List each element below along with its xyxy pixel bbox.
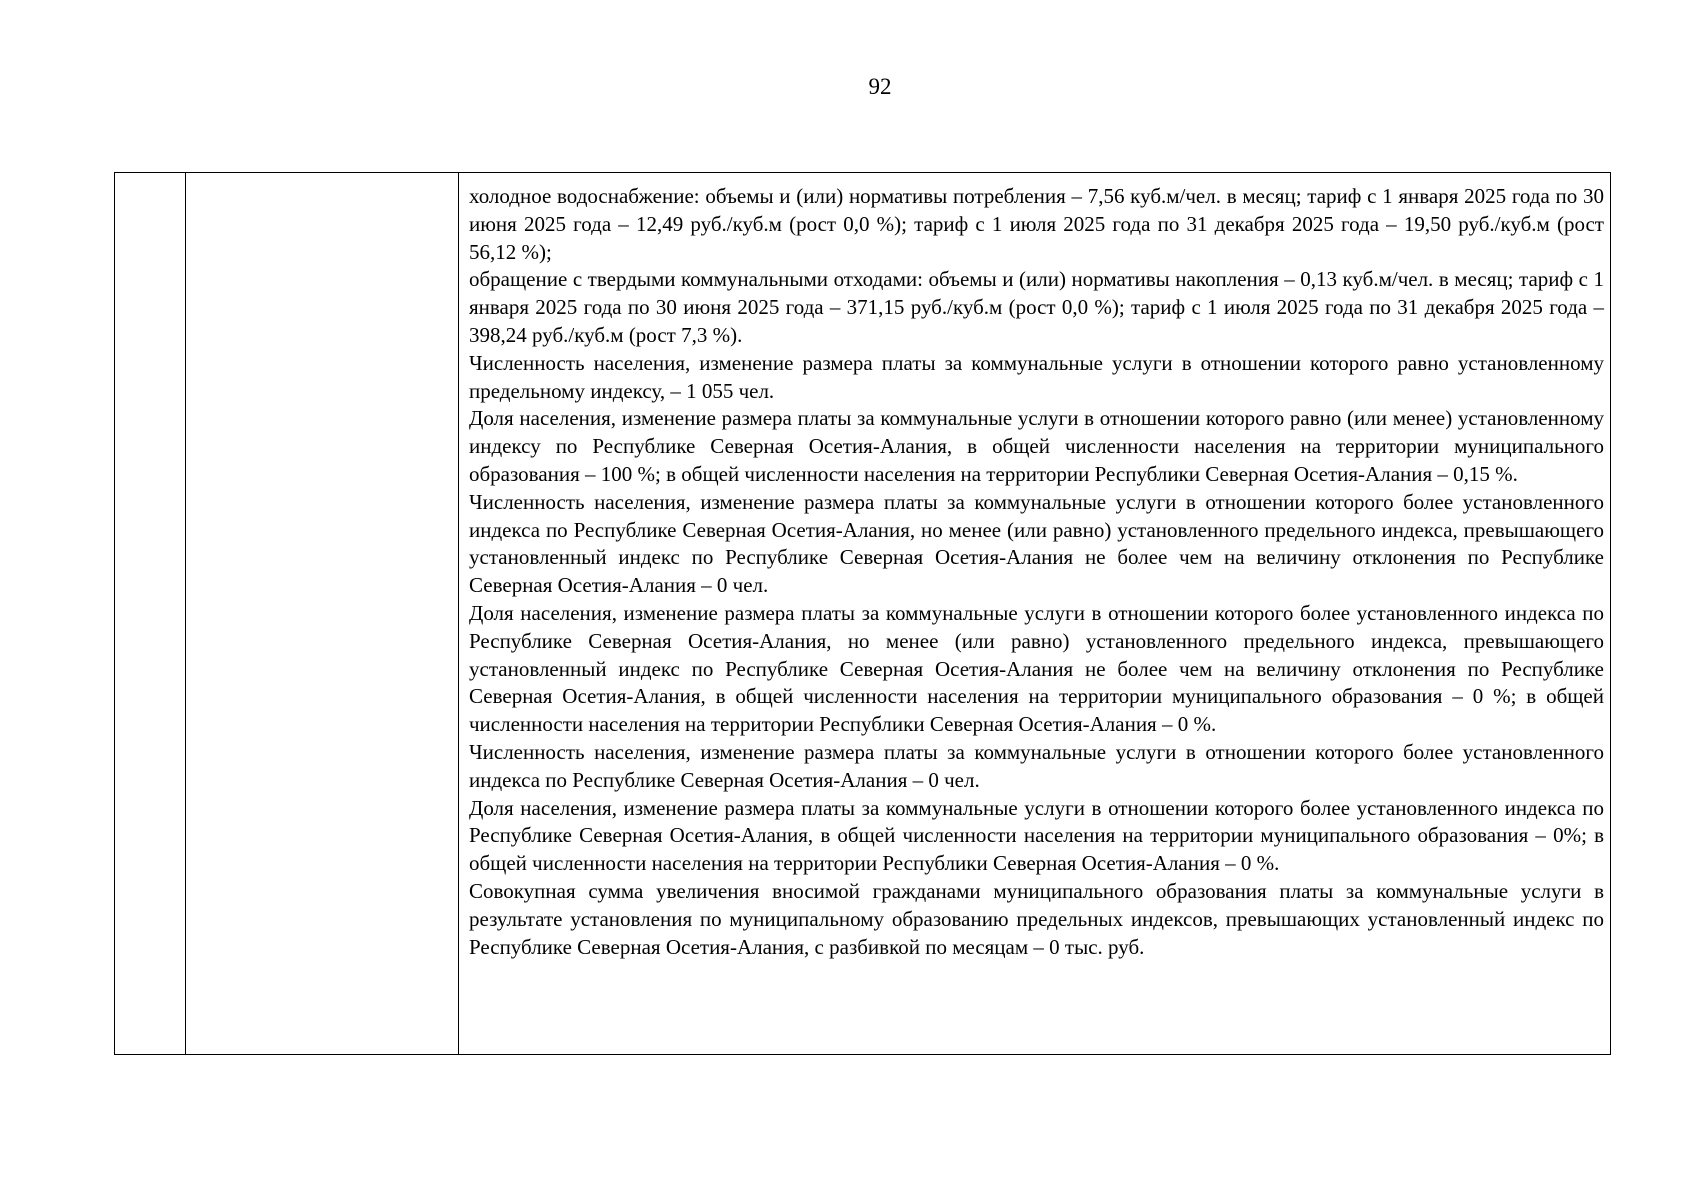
paragraph-share-above-index: Доля населения, изменение размера платы за коммунальные услуги в отношении которого более установленного индекса по Республике Северная Осетия-Алания, но менее (или равно) установленного предельного индекса, превышающего установленный индекс по Республике Северная Осетия-Алания не более чем на величину отклонения по Республике Северная Осетия-Алания, в общей численности населения на территории муниципального образования – 0 %; в общей численности населения на территории Республики Северная Осетия-Алания – 0 %.: [469, 600, 1604, 737]
table-cell-number: [115, 173, 186, 1055]
paragraph-share-equal-or-less: Доля населения, изменение размера платы за коммунальные услуги в отношении которого равно (или менее) установленному индексу по Республике Северная Осетия-Алания, в общей численности населения на территории муниципального образования – 100 %; в общей численности населения на территории Республики Северная Осетия-Алания – 0,15 %.: [469, 406, 1604, 486]
document-table: [114, 172, 1611, 1055]
paragraph-cold-water: холодное водоснабжение: объемы и (или) нормативы потребления – 7,56 куб.м/чел. в месяц; тариф с 1 января 2025 года по 30 июня 2025 года – 12,49 руб./куб.м (рост 0,0 %); тариф с 1 июля 2025 года по 31 декабря 2025 года – 19,50 руб./куб.м (рост 56,12 %);: [469, 184, 1604, 264]
paragraph-total-increase: Совокупная сумма увеличения вносимой гражданами муниципального образования платы за коммунальные услуги в результате установления по муниципальному образованию предельных индексов, превышающих установленный индекс по Республике Северная Осетия-Алания, с разбивкой по месяцам – 0 тыс. руб.: [469, 878, 1604, 959]
paragraph-share-above-limit: Доля населения, изменение размера платы за коммунальные услуги в отношении которого более установленного индекса по Республике Северная Осетия-Алания, в общей численности населения на территории муниципального образования – 0%; в общей численности населения на территории Республики Северная Осетия-Алания – 0 %.: [469, 795, 1604, 876]
paragraph-population-above-index: Численность населения, изменение размера платы за коммунальные услуги в отношении которого более установленного индекса по Республике Северная Осетия-Алания, но менее (или равно) установленного предельного индекса, превышающего установленный индекс по Республике Северная Осетия-Алания не более чем на величину отклонения по Республике Северная Осетия-Алания – 0 чел.: [469, 489, 1604, 598]
paragraph-solid-waste: обращение с твердыми коммунальными отходами: объемы и (или) нормативы накопления – 0,13 куб.м/чел. в месяц; тариф с 1 января 2025 года по 30 июня 2025 года – 371,15 руб./куб.м (рост 0,0 %); тариф с 1 июля 2025 года по 31 декабря 2025 года –398,24 руб./куб.м (рост 7,3 %).: [469, 267, 1604, 347]
table-cell-description: [459, 173, 1611, 1055]
table-cell-indicator: [186, 173, 459, 1055]
paragraph-population-above-limit: Численность населения, изменение размера платы за коммунальные услуги в отношении которого более установленного индекса по Республике Северная Осетия-Алания – 0 чел.: [469, 739, 1604, 792]
page-number: 92: [868, 74, 892, 99]
paragraph-population-equal-limit: Численность населения, изменение размера платы за коммунальные услуги в отношении которого равно установленному предельному индексу, – 1 055 чел.: [469, 350, 1604, 403]
table-row: [115, 173, 1611, 1055]
